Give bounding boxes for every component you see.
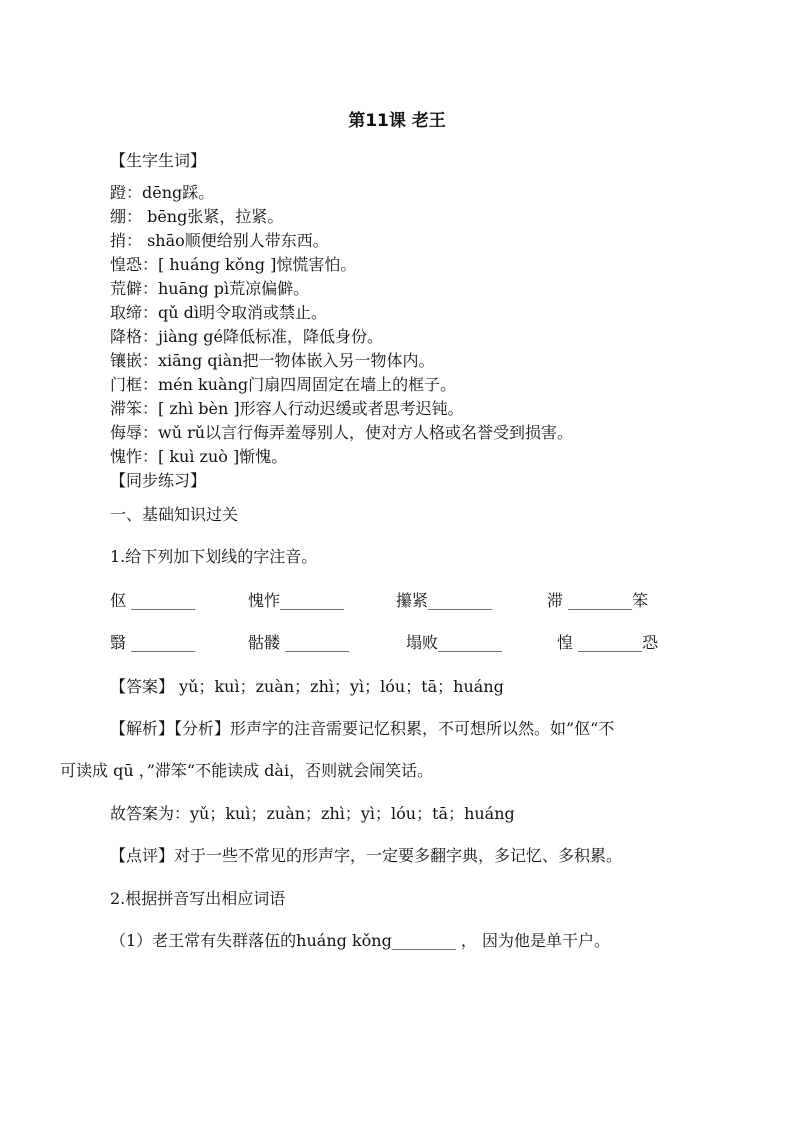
blank-item: 攥紧________: [396, 591, 493, 610]
practice-header: 【同步练习】: [110, 471, 207, 490]
vocab-item: 降格：jiàng gé降低标准，降低身份。: [110, 327, 383, 346]
answer-label: 【答案】: [110, 677, 175, 696]
question-1-row-1: [110, 590, 648, 612]
final-answer: 故答案为：yǔ；kuì；zuàn；zhì；yì；lóu；tā；huáng: [110, 804, 515, 823]
question-2: 2.根据拼音写出相应词语: [110, 889, 286, 908]
vocab-item: 侮辱：wǔ rǔ以言行侮弄羞辱别人，使对方人格或名誉受到损害。: [110, 423, 574, 442]
blank-item: 翳 ________: [110, 633, 196, 652]
question-2-item-1: （1）老王常有失群落伍的huáng kǒng________ ， 因为他是单干户。: [110, 931, 611, 950]
section-heading: 一、基础知识过关: [110, 505, 239, 524]
analysis-line-2: 可读成 qū ，”滞笨“不能读成 dài，否则就会闹笑话。: [60, 761, 434, 780]
vocab-item: 惶恐：[ huáng kǒng ]惊慌害怕。: [110, 255, 357, 274]
vocab-item: 荒僻：huāng pì荒凉偏僻。: [110, 279, 310, 298]
analysis-line-1: 【解析】【分析】形声字的注音需要记忆积累，不可想所以然。如”伛“不: [110, 719, 615, 738]
vocab-item: 镶嵌：xiāng qiàn把一物体嵌入另一物体内。: [110, 351, 435, 370]
answer: [110, 676, 504, 698]
blank-item: 惶 ________恐: [557, 633, 659, 652]
comment: 【点评】对于一些不常见的形声字，一定要多翻字典，多记忆、多积累。: [110, 846, 623, 865]
question-1: 1.给下列加下划线的字注音。: [110, 547, 318, 566]
vocab-item: 取缔：qǔ dì明令取消或禁止。: [110, 303, 327, 322]
vocab-item: 蹬：dēng踩。: [110, 183, 215, 202]
vocab-item: 滞笨：[ zhì bèn ]形容人行动迟缓或者思考迟钝。: [110, 399, 464, 418]
vocab-item: 捎： shāo顺便给别人带东西。: [110, 231, 329, 250]
blank-item: 骷髅 ________: [248, 633, 350, 652]
answer-text: yǔ；kuì；zuàn；zhì；yì；lóu；tā；huáng: [174, 677, 504, 696]
blank-item: 塌败________: [406, 633, 503, 652]
blank-item: 滞 ________笨: [547, 591, 649, 610]
page-title: 第11课 老王: [348, 111, 446, 131]
blank-item: 伛 ________: [110, 591, 196, 610]
question-1-row-2: [110, 632, 658, 654]
vocab-item: 门框：mén kuàng门扇四周固定在墙上的框子。: [110, 375, 457, 394]
blank-item: 愧怍________: [248, 591, 345, 610]
vocab-item: 绷： bēng张紧，拉紧。: [110, 207, 284, 226]
vocab-item: 愧怍：[ kuì zuò ]惭愧。: [110, 447, 288, 466]
vocab-header: 【生字生词】: [110, 151, 207, 170]
